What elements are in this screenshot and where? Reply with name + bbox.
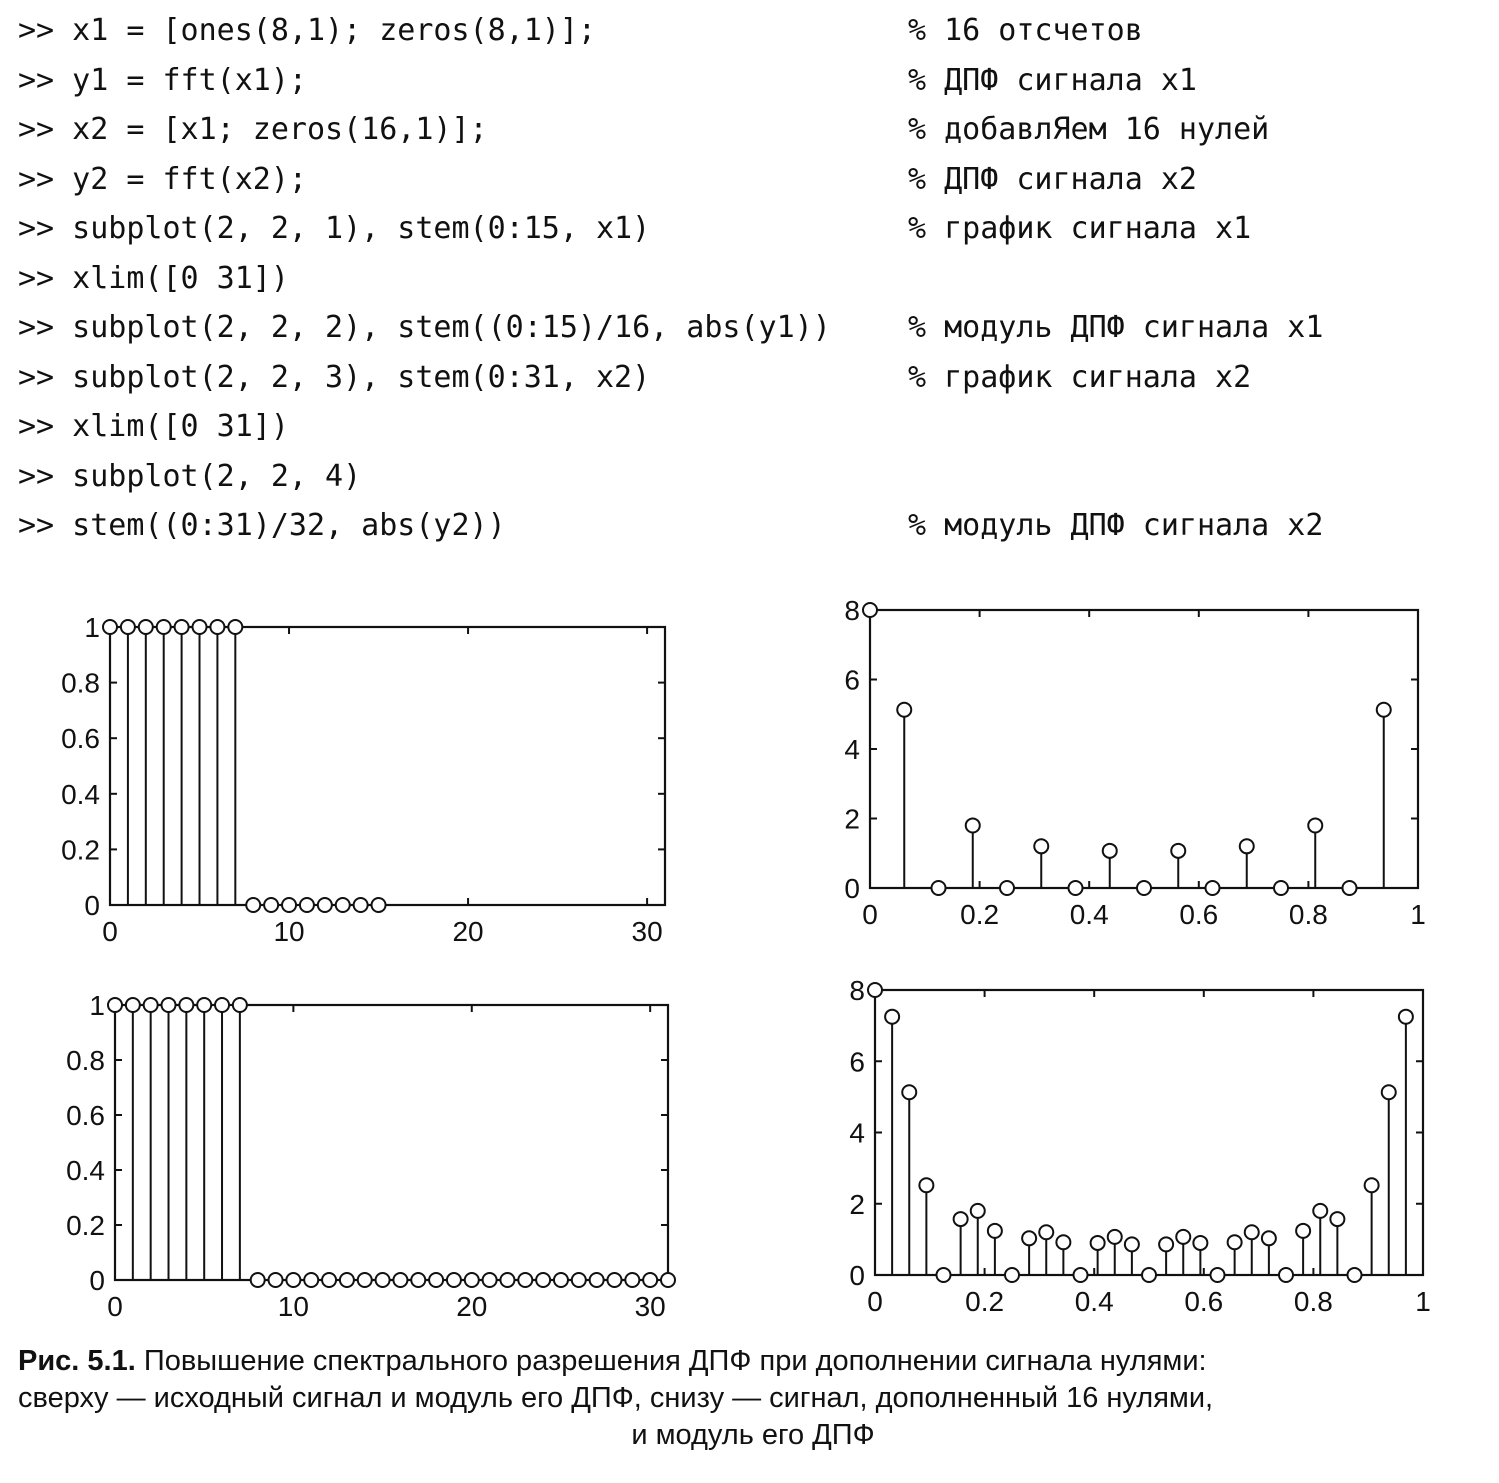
x-tick-label: 0.2 <box>965 1286 1005 1317</box>
stem-marker <box>1343 881 1357 895</box>
caption-line-1: Повышение спектрального разрешения ДПФ при дополнении сигнала нулями: <box>143 1345 1207 1377</box>
code-comment: % ДПФ сигнала x2 <box>908 161 1197 197</box>
stem-marker <box>1039 1225 1053 1239</box>
stem-marker <box>210 620 224 634</box>
stem-marker <box>483 1273 497 1287</box>
y-tick-label: 0 <box>84 890 100 921</box>
x-tick-label: 30 <box>631 916 663 947</box>
stem-marker <box>126 998 140 1012</box>
x-tick-label: 20 <box>456 1291 488 1322</box>
y-tick-label: 0.2 <box>61 834 100 866</box>
x-tick-label: 1 <box>1410 899 1426 930</box>
stem-marker <box>429 1273 443 1287</box>
code-comment: % график сигнала x2 <box>908 359 1252 395</box>
stem-marker <box>336 898 350 912</box>
code-line <box>18 105 1478 155</box>
stem-marker <box>144 998 158 1012</box>
code-line <box>18 254 1478 304</box>
stem-marker <box>103 620 117 634</box>
x-tick-label: 10 <box>277 1291 309 1322</box>
stem-marker <box>919 1178 933 1192</box>
code-line <box>18 402 1478 452</box>
stem-marker <box>1074 1268 1088 1282</box>
stem-marker <box>932 881 946 895</box>
stem-marker <box>500 1273 514 1287</box>
y-tick-label: 0 <box>849 1260 865 1291</box>
code-command: >> subplot(2, 2, 1), stem(0:15, x1) <box>18 211 651 246</box>
x-tick-label: 10 <box>273 916 305 947</box>
stem-marker <box>1069 881 1083 895</box>
stem-marker <box>625 1273 639 1287</box>
y-tick-label: 6 <box>849 1046 865 1078</box>
stem-marker <box>954 1212 968 1226</box>
stem-marker <box>282 898 296 912</box>
code-line <box>18 501 1478 551</box>
stem-marker <box>1274 881 1288 895</box>
y-tick-label: 1 <box>84 612 100 643</box>
y-tick-label: 0.2 <box>66 1210 105 1241</box>
stem-marker <box>863 603 877 617</box>
x-tick-label: 0.8 <box>1293 1286 1333 1317</box>
stem-marker <box>376 1273 390 1287</box>
figure-caption <box>18 1343 1488 1454</box>
stem-marker <box>358 1273 372 1287</box>
stem-marker <box>902 1085 916 1099</box>
code-line <box>18 6 1478 56</box>
y-tick-label: 0.6 <box>61 723 100 755</box>
stem-marker <box>937 1268 951 1282</box>
code-command: >> y1 = fft(x1); <box>18 62 307 98</box>
y-tick-label: 8 <box>849 975 865 1006</box>
code-command: >> subplot(2, 2, 4) <box>18 458 362 494</box>
stem-marker <box>536 1273 550 1287</box>
plot-frame <box>110 627 665 905</box>
code-comment: % модуль ДПФ сигнала x2 <box>908 508 1324 543</box>
x-tick-label: 0.8 <box>1288 899 1328 930</box>
stem-marker <box>661 1273 675 1287</box>
stem-marker <box>1142 1268 1156 1282</box>
stem-marker <box>1382 1085 1396 1099</box>
stem-marker <box>300 898 314 912</box>
stem-marker <box>322 1273 336 1287</box>
stem-marker <box>269 1273 283 1287</box>
plot-frame <box>115 1005 668 1280</box>
stem-plots-figure <box>0 575 1499 1335</box>
stem-marker <box>108 998 122 1012</box>
x-tick-label: 0.6 <box>1179 899 1219 930</box>
y-tick-label: 0.8 <box>61 667 100 699</box>
code-command: >> subplot(2, 2, 2), stem((0:15)/16, abs(y1)) <box>18 310 831 345</box>
code-comment: % ДПФ сигнала x1 <box>908 62 1197 98</box>
y-tick-label: 0 <box>89 1265 105 1296</box>
stem-marker <box>1125 1237 1139 1251</box>
stem-marker <box>572 1273 586 1287</box>
stem-marker <box>1245 1225 1259 1239</box>
code-command: >> x2 = [x1; zeros(16,1)]; <box>18 112 488 147</box>
stem-marker <box>966 818 980 832</box>
code-line <box>18 155 1478 205</box>
stem-marker <box>1022 1231 1036 1245</box>
stem-marker <box>1330 1212 1344 1226</box>
stem-marker <box>1313 1204 1327 1218</box>
code-comment: % добавлЯем 16 нулей <box>908 112 1270 147</box>
stem-marker <box>372 898 386 912</box>
y-tick-label: 0 <box>844 873 860 904</box>
x-tick-label: 30 <box>634 1291 666 1322</box>
stem-marker <box>1365 1178 1379 1192</box>
code-command: >> x1 = [ones(8,1); zeros(8,1)]; <box>18 13 596 48</box>
x-tick-label: 0.4 <box>1069 899 1109 930</box>
x-tick-label: 0.4 <box>1074 1286 1114 1317</box>
code-line <box>18 353 1478 403</box>
y-tick-label: 8 <box>844 595 860 626</box>
stem-marker <box>157 620 171 634</box>
stem-marker <box>411 1273 425 1287</box>
stem-marker <box>1005 1268 1019 1282</box>
x-tick-label: 0.6 <box>1184 1286 1224 1317</box>
code-command: >> xlim([0 31]) <box>18 260 289 296</box>
x-tick-label: 0 <box>862 899 878 930</box>
stem-marker <box>340 1273 354 1287</box>
stem-marker <box>643 1273 657 1287</box>
stem-marker <box>215 998 229 1012</box>
stem-marker <box>465 1273 479 1287</box>
code-line <box>18 452 1478 502</box>
stem-marker <box>1056 1235 1070 1249</box>
stem-marker <box>197 998 211 1012</box>
plot-frame <box>870 610 1418 888</box>
stem-marker <box>1103 844 1117 858</box>
stem-marker <box>264 898 278 912</box>
stem-marker <box>233 998 247 1012</box>
y-tick-label: 6 <box>844 664 860 696</box>
stem-marker <box>1091 1236 1105 1250</box>
stem-marker <box>1348 1268 1362 1282</box>
stem-marker <box>1159 1237 1173 1251</box>
stem-marker <box>318 898 332 912</box>
stem-marker <box>1206 881 1220 895</box>
stem-marker <box>162 998 176 1012</box>
stem-marker <box>228 620 242 634</box>
stem-marker <box>988 1224 1002 1238</box>
stem-marker <box>251 1273 265 1287</box>
x-tick-label: 1 <box>1415 1286 1431 1317</box>
stem-marker <box>590 1273 604 1287</box>
x-tick-label: 0 <box>107 1291 123 1322</box>
y-tick-label: 2 <box>844 803 860 835</box>
code-line <box>18 56 1478 106</box>
x-tick-label: 0 <box>867 1286 883 1317</box>
stem-marker <box>1377 703 1391 717</box>
stem-marker <box>1034 839 1048 853</box>
stem-marker <box>1176 1230 1190 1244</box>
y-tick-label: 4 <box>849 1117 865 1149</box>
y-tick-label: 2 <box>849 1188 865 1220</box>
stem-marker <box>1262 1231 1276 1245</box>
stem-marker <box>1240 839 1254 853</box>
code-command: >> xlim([0 31]) <box>18 409 289 444</box>
stem-marker <box>193 620 207 634</box>
stem-marker <box>1228 1235 1242 1249</box>
y-tick-label: 0.8 <box>66 1045 105 1076</box>
stem-marker <box>1108 1230 1122 1244</box>
stem-marker <box>1000 881 1014 895</box>
plot-frame <box>875 990 1423 1275</box>
code-command: >> stem((0:31)/32, abs(y2)) <box>18 508 506 543</box>
stem-marker <box>518 1273 532 1287</box>
stem-marker <box>1296 1224 1310 1238</box>
stem-marker <box>1399 1010 1413 1024</box>
stem-marker <box>1193 1236 1207 1250</box>
y-tick-label: 0.4 <box>61 778 100 810</box>
stem-marker <box>286 1273 300 1287</box>
code-command: >> subplot(2, 2, 3), stem(0:31, x2) <box>18 359 651 395</box>
stem-marker <box>447 1273 461 1287</box>
x-tick-label: 20 <box>452 916 484 947</box>
caption-line-3: и модуль его ДПФ <box>631 1419 875 1451</box>
stem-marker <box>179 998 193 1012</box>
stem-marker <box>1137 881 1151 895</box>
y-tick-label: 0.6 <box>66 1100 105 1131</box>
stem-marker <box>971 1204 985 1218</box>
stem-marker <box>175 620 189 634</box>
code-line <box>18 303 1478 353</box>
code-command: >> y2 = fft(x2); <box>18 161 307 197</box>
stem-marker <box>246 898 260 912</box>
stem-marker <box>1279 1268 1293 1282</box>
figure-label: Рис. 5.1. <box>18 1345 136 1377</box>
stem-marker <box>885 1010 899 1024</box>
code-comment: % 16 отсчетов <box>908 13 1143 48</box>
caption-line-2: сверху — исходный сигнал и модуль его ДПФ, снизу — сигнал, дополненный 16 нулями, <box>18 1382 1214 1414</box>
stem-marker <box>1211 1268 1225 1282</box>
code-comment: % график сигнала x1 <box>908 211 1252 246</box>
y-tick-label: 0.4 <box>66 1155 105 1186</box>
stem-marker <box>139 620 153 634</box>
stem-marker <box>304 1273 318 1287</box>
stem-marker <box>354 898 368 912</box>
stem-marker <box>393 1273 407 1287</box>
x-tick-label: 0.2 <box>960 899 1000 930</box>
code-line <box>18 204 1478 254</box>
stem-marker <box>868 983 882 997</box>
code-comment: % модуль ДПФ сигнала x1 <box>908 310 1324 345</box>
stem-marker <box>1308 818 1322 832</box>
stem-marker <box>607 1273 621 1287</box>
stem-marker <box>897 703 911 717</box>
stem-marker <box>1171 844 1185 858</box>
stem-marker <box>554 1273 568 1287</box>
y-tick-label: 4 <box>844 734 860 765</box>
stem-marker <box>121 620 135 634</box>
y-tick-label: 1 <box>89 990 105 1021</box>
x-tick-label: 0 <box>102 916 118 947</box>
